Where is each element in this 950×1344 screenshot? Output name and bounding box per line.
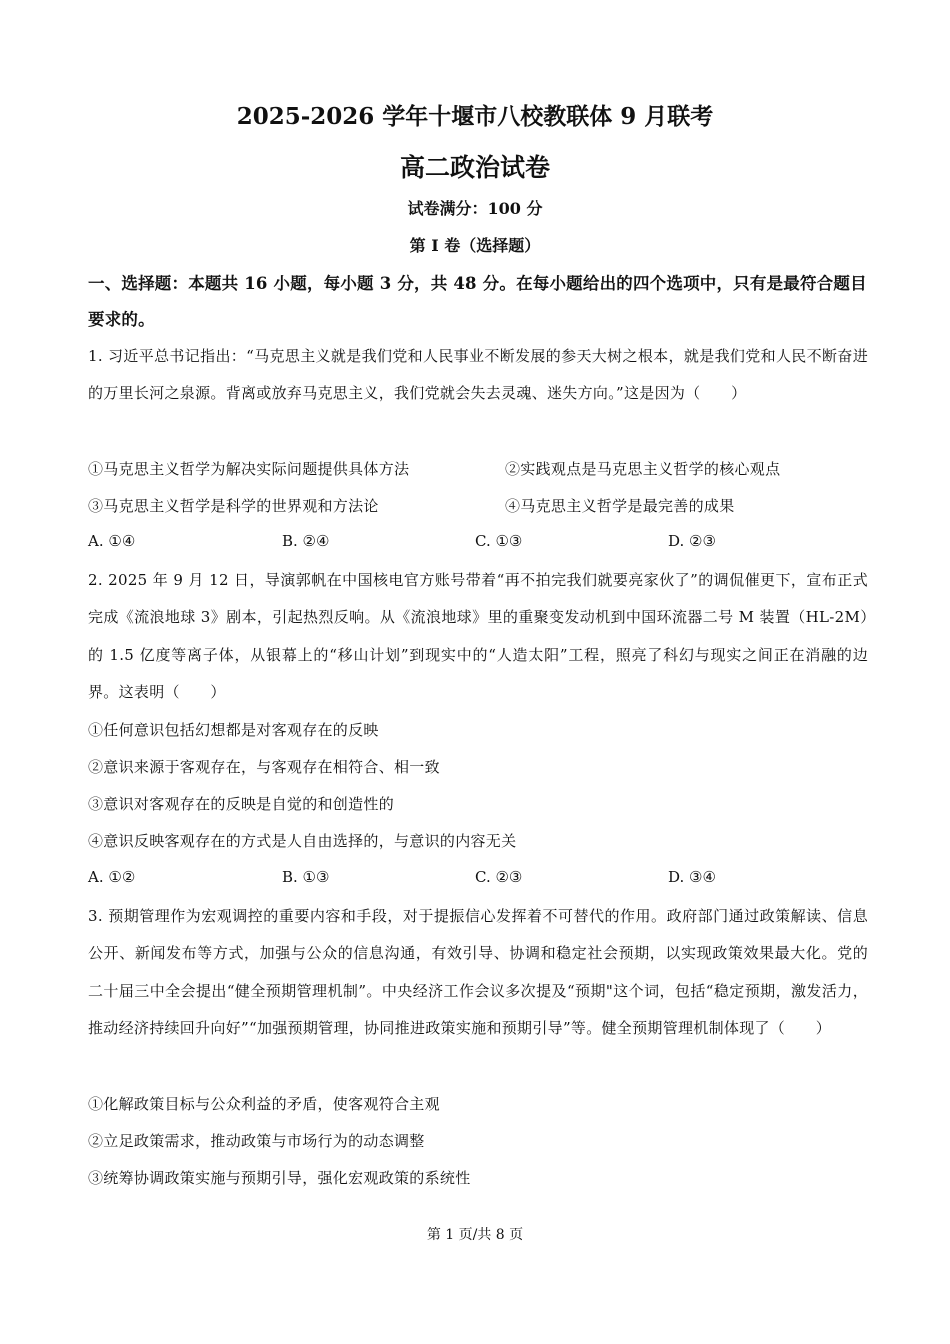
question-1-option-c[interactable]: C. ①③ bbox=[475, 532, 523, 550]
question-3-stem: 3. 预期管理作为宏观调控的重要内容和手段，对于提振信心发挥着不可替代的作用。政府部门通过政策解读、信息公开、新闻发布等方式，加强与公众的信息沟通，有效引导、协调和稳定社会预期，以实现政策效果最大化。党的二十届三中全会提出“健全预期管理机制”。中央经济工作会议多次提及“预期"这个词，包括“稳定预期，激发活力，推动经济持续回升向好”“加强预期管理，协同推进政策实施和预期引导”等。健全预期管理机制体现了（ ） bbox=[88, 907, 868, 1037]
question-2-option-b[interactable]: B. ①③ bbox=[282, 868, 330, 886]
question-1-statement-4: ④马克思主义哲学是最完善的成果 bbox=[505, 497, 735, 515]
full-score: 试卷满分：100 分 bbox=[407, 199, 543, 218]
question-2-stem: 2. 2025 年 9 月 12 日，导演郭帆在中国核电官方账号带着“再不拍完我们就要亮家伙了”的调侃催更下，宣布正式完成《流浪地球 3》剧本，引起热烈反响。从《流浪地球》里的重聚变发动机到中国环流器二号 M 装置（HL-2M）的 1.5 亿度等离子体，从银幕上的“移山计划”到现实中的“人造太阳”工程，照亮了科幻与现实之间正在消融的边界。这表明（ ） bbox=[88, 571, 868, 701]
question-1-statement-3: ③马克思主义哲学是科学的世界观和方法论 bbox=[88, 497, 379, 515]
question-2-option-c[interactable]: C. ②③ bbox=[475, 868, 523, 886]
exam-title: 2025-2026 学年十堰市八校教联体 9 月联考 bbox=[236, 103, 714, 130]
question-2-statement-3: ③意识对客观存在的反映是自觉的和创造性的 bbox=[88, 795, 395, 813]
question-1-statement-1: ①马克思主义哲学为解决实际问题提供具体方法 bbox=[88, 460, 410, 478]
question-2-option-d[interactable]: D. ③④ bbox=[668, 868, 716, 886]
question-1-option-a[interactable]: A. ①④ bbox=[88, 532, 136, 550]
question-3-statement-3: ③统筹协调政策实施与预期引导，强化宏观政策的系统性 bbox=[88, 1169, 471, 1187]
question-1-stem: 1. 习近平总书记指出：“马克思主义就是我们党和人民事业不断发展的参天大树之根本，就是我们党和人民不断奋进的万里长河之泉源。背离或放弃马克思主义，我们党就会失去灵魂、迷失方向。”这是因为（ ） bbox=[88, 347, 868, 403]
question-2-statement-2: ②意识来源于客观存在，与客观存在相符合、相一致 bbox=[88, 758, 440, 776]
volume-label: 第 I 卷（选择题） bbox=[409, 236, 541, 255]
question-1-statement-2: ②实践观点是马克思主义哲学的核心观点 bbox=[505, 460, 781, 478]
question-3-statement-2: ②立足政策需求，推动政策与市场行为的动态调整 bbox=[88, 1132, 425, 1150]
question-3-statement-1: ①化解政策目标与公众利益的矛盾，使客观符合主观 bbox=[88, 1095, 440, 1113]
question-2-statement-1: ①任何意识包括幻想都是对客观存在的反映 bbox=[88, 721, 379, 739]
question-1-option-b[interactable]: B. ②④ bbox=[282, 532, 330, 550]
exam-subtitle: 高二政治试卷 bbox=[399, 153, 550, 182]
section-heading: 一、选择题：本题共 16 小题，每小题 3 分，共 48 分。在每小题给出的四个选项中，只有是最符合题目要求的。 bbox=[88, 274, 867, 329]
page-number: 第 1 页/共 8 页 bbox=[426, 1227, 524, 1243]
question-2-option-a[interactable]: A. ①② bbox=[88, 868, 136, 886]
question-1-option-d[interactable]: D. ②③ bbox=[668, 532, 716, 550]
question-2-statement-4: ④意识反映客观存在的方式是人自由选择的，与意识的内容无关 bbox=[88, 832, 517, 850]
